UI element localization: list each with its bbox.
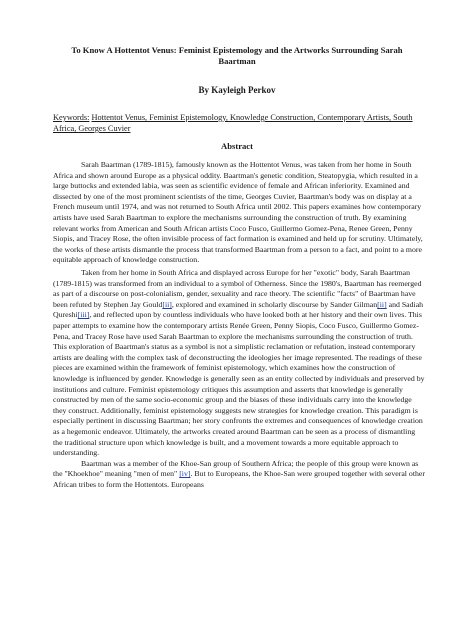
abstract-text: Sarah Baartman (1789-1815), famously known as the Hottentot Venus, was taken from her home in South Africa and shown around Europe as a physical oddity. Baartman's genetic condition, Steatopygia, which resulted in a large buttocks and extended labia, was seen as scientific evidence of female and African inferiority. Examined and dissected by one of the most prominent scientists of the time, Georges Cuvier, Baartman's body was on display at a French museum until 1974, and was not returned to South Africa until 2002. This papers examines how contemporary artists have used Sarah Baartman to explore the mechanisms surrounding the construction of truth. By examining relevant works from American and South African artists Coco Fusco, Guillermo Gomez-Pena, Renee Green, Penny Siopis, and Tracey Rose, the often invisible process of fact formation is examined and held up for scrutiny. Ultimately, the works of these artists dismantle the process that transformed Baartman from a person to a fact, and point to a more equitable approach of knowledge construction. [53, 160, 423, 265]
abstract-heading: Abstract [221, 141, 253, 151]
body-paragraph-1 [53, 268, 425, 459]
author-line: By Kayleigh Perkov [198, 85, 276, 95]
footnote-link-3[interactable]: [iii] [77, 310, 90, 320]
footnote-link-4[interactable]: [iv] [179, 469, 191, 479]
paragraph-1-text-b: , explored and examined in scholarly discourse by Sander Gilman [171, 299, 378, 309]
paragraph-2-text-a: Baartman was a member of the Khoe-San group of Southern Africa; the people of this group were known as the "Khoekhoe" meaning "men of men" [53, 458, 419, 479]
body-text [53, 268, 425, 490]
keywords-list: Hottentot Venus, Feminist Epistemology, Knowledge Construction, Contemporary Artists, South Africa, Georges Cuvier [53, 113, 413, 133]
paragraph-1-text-a: Taken from her home in South Africa and displayed across Europe for her "exotic" body, Sarah Baartman (1789-1815) was transformed from an individual to a symbol of Otherness. Since the 1980's, Baartman has reemerged as part of a discourse on post-colonialism, gender, sexuality and race theory. The scientific "facts" of Baartman have been refuted by Stephen Jay Gould [53, 268, 422, 309]
document-title: To Know A Hottentot Venus: Feminist Epistemology and the Artworks Surrounding Sarah Baartman [71, 45, 403, 66]
keywords-label: Keywords: [53, 113, 90, 122]
footnote-link-1[interactable]: [ii] [162, 299, 172, 309]
paragraph-1-text-d: , and reflected upon by countless individuals who have looked both at her history and their own lives. This paper attempts to examine how the contemporary artists Renée Green, Penny Siopis, Coco Fusco, Guillermo Gomez-Pena, and Tracey Rose have used Sarah Baartman to explore the mechanisms surrounding the construction of truth. This exploration of Baartman's status as a symbol is not a simplistic reclamation or refutation, instead contemporary artists are dealing with the complex task of deconstructing the ideologies her image represented. The readings of these pieces are examined within the framework of feminist epistemology, which examines how the construction of knowledge is influenced by gender. Knowledge is generally seen as an entity collected by individuals and preserved by institutions and culture. Feminist epistemology critiques this assumption and asserts that knowledge is generally constructed by men of the same socio-economic group and the biases of these individuals carry into the knowledge they construct. Additionally, feminist epistemology suggests new strategies for knowledge creation. This paradigm is especially pertinent in discussing Baartman; her story confronts the extremes and consequences of knowledge creation as a hegemonic endeavor. Ultimately, the artworks created around Baartman can be seen as a process of dismantling the traditional structure upon which knowledge is built, and a movement towards a more equitable approach to understanding. [53, 310, 425, 458]
footnote-link-2[interactable]: [ii] [377, 299, 387, 309]
body-paragraph-2 [53, 459, 425, 491]
paragraph-1-text-c: and Sadiah Qureshi [53, 299, 424, 320]
keywords-block [53, 113, 425, 135]
paragraph-2-text-b: . But to Europeans, the Khoe-San were grouped together with several other African tribes to form the Hottentots. Europeans [53, 469, 425, 489]
